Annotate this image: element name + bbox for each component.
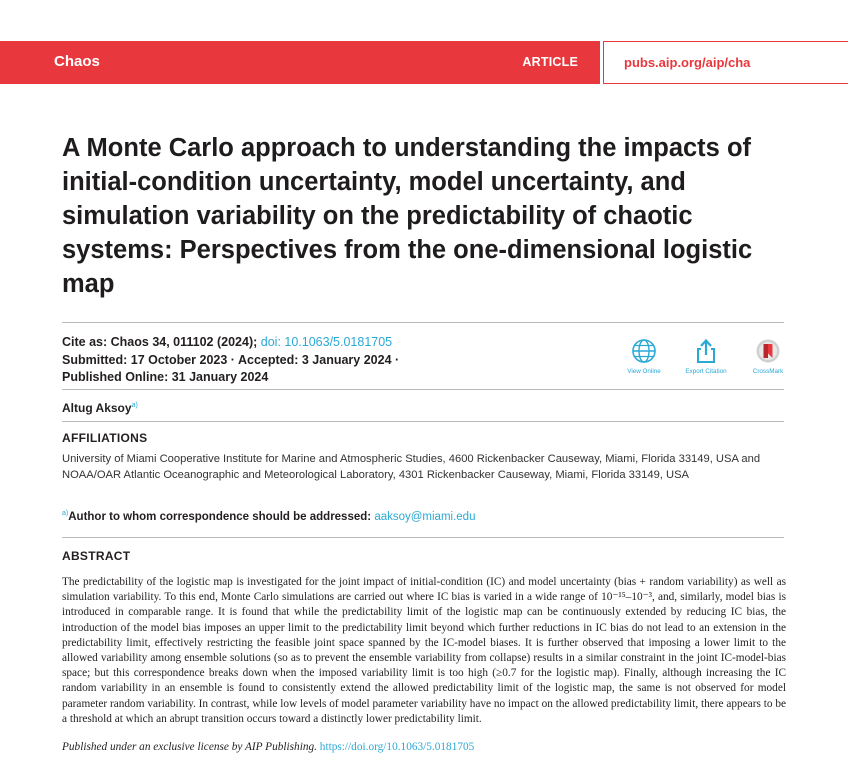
license-line [62, 741, 474, 753]
export-citation-button[interactable] [676, 338, 736, 375]
affiliations-heading: AFFILIATIONS [62, 431, 148, 445]
correspondence-label: Author to whom correspondence should be addressed: [68, 510, 372, 523]
article-title: A Monte Carlo approach to understanding the impacts of initial-condition uncertainty, model uncertainty, and simulation variability on the predictability of chaotic systems: Perspectives from the one-dimensional logistic map [62, 134, 753, 298]
affiliations-text: University of Miami Cooperative Institute for Marine and Atmospheric Studies, 4600 Rickenbacker Causeway, Miami, Florida 33149, USA and NOAA/OAR Atlantic Oceanographic and Meteorological Laboratory, 4301 Rickenbacker Causeway, Miami, Florida 33149, USA [62, 453, 761, 481]
crossmark-label: CrossMark [752, 368, 784, 375]
published-date: Published Online: 31 January 2024 [62, 370, 269, 384]
crossmark-button[interactable] [738, 338, 798, 375]
crossmark-icon [755, 338, 781, 364]
journal-banner [0, 41, 600, 84]
cite-pages: , 011102 (2024); [166, 335, 258, 349]
correspondence-mark: a) [62, 510, 69, 517]
view-online-button[interactable] [614, 338, 674, 375]
journal-url-box[interactable] [603, 41, 848, 84]
citation-block [62, 334, 532, 387]
view-online-label: View Online [627, 368, 661, 375]
abstract-heading: ABSTRACT [62, 549, 131, 563]
globe-icon [631, 338, 657, 364]
divider-affiliations [62, 421, 784, 422]
author-mark: a) [131, 402, 138, 409]
license-text: Published under an exclusive license by AIP Publishing. [62, 741, 317, 753]
journal-url-link[interactable]: pubs.aip.org/aip/cha [624, 55, 751, 70]
article-tools [614, 338, 786, 382]
journal-name: Chaos [54, 53, 100, 70]
export-citation-label: Export Citation [685, 368, 727, 375]
author-line [62, 401, 138, 415]
doi-link[interactable]: doi: 10.1063/5.0181705 [260, 335, 393, 349]
abstract-text: The predictability of the logistic map is investigated for the joint impact of initial-condition (IC) and model uncertainty (bias + random variability) as well as simulation variability. To this end, Monte Carlo simulations are carried out where IC bias is varied in a wide range of 10⁻¹⁵–10⁻³, and, similarly, model bias is introduced in comparable range. It is found that while the predictability limit of the logistic map can be continuously extended by reducing IC bias, the introduction of the model bias imposes an upper limit to the predictability limit beyond which further reductions in IC bias do not lead to an extension in the predictability limit, effectively restricting the feasible joint space spanned by the IC-model biases. It is further observed that imposing a lower limit to the allowed variability among ensemble solutions (so as to prevent the ensemble variability from collapse) results in a similar constraint in the joint IC-model-bias space; but this correspondence breaks down when the imposed variability limit is too high (≥0.7 for the logistic map). Finally, although increasing the IC random variability in an ensemble is found to consistently extend the allowed predictability limit of the logistic map, the same is not observed for model parameter random variability. In contrast, while low levels of model parameter variability have no impact on the allowed predictability limit, there appears to be a threshold at which an abrupt transition occurs toward a distinctly lower predictability limit. [62, 576, 786, 725]
cite-volume: 34 [152, 335, 167, 349]
cite-label: Cite as: Chaos [62, 335, 149, 349]
export-icon [693, 338, 719, 364]
divider-top [62, 322, 784, 323]
author-name[interactable]: Altug Aksoy [62, 401, 132, 415]
license-doi-link[interactable]: https://doi.org/10.1063/5.0181705 [319, 741, 475, 753]
divider-author [62, 389, 784, 390]
article-type: ARTICLE [522, 55, 578, 69]
correspondence-email[interactable]: aaksoy@miami.edu [374, 510, 476, 523]
divider-abstract [62, 537, 784, 538]
submitted-dates: Submitted: 17 October 2023 · Accepted: 3 January 2024 · [62, 352, 400, 367]
correspondence-line [62, 510, 475, 523]
